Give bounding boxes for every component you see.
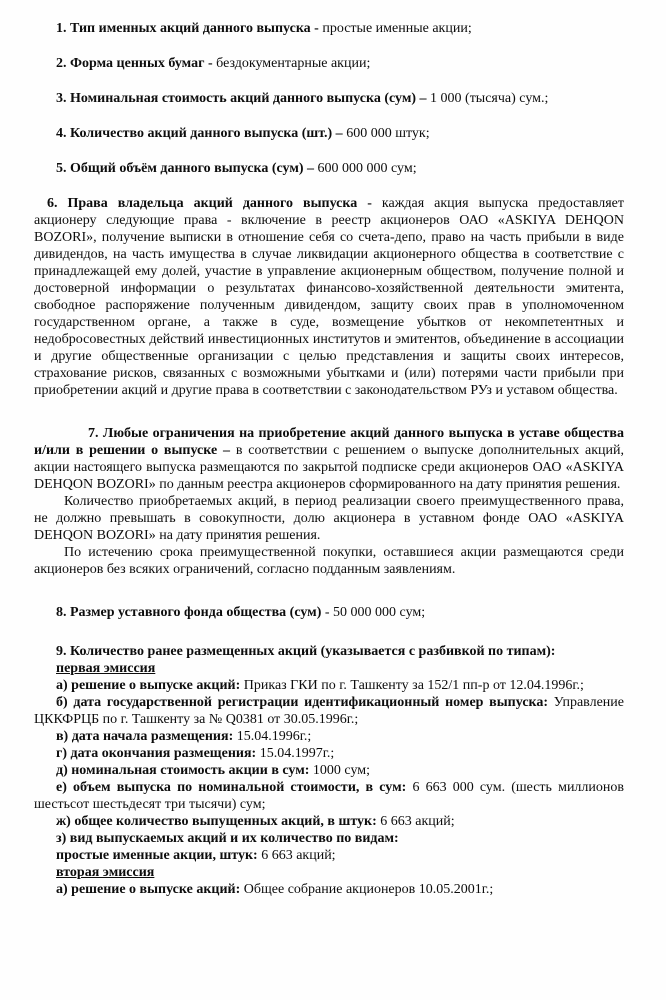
emission-1-item-zh-value: 6 663 акций;: [380, 814, 455, 829]
doc-item-2-label: 2. Форма ценных бумаг -: [56, 56, 213, 71]
emission-1-item-d-value: 1000 сум;: [312, 763, 371, 778]
emission-1-item-v-value: 15.04.1996г.;: [236, 729, 312, 744]
emission-2-item-a: [34, 881, 624, 898]
emission-1-item-g: [34, 745, 624, 762]
doc-item-7-para3: По истечению срока преимущественной покупки, оставшиеся акции размещаются среди акционеров без всяких ограничений, согласно подданным заявлениям.: [34, 545, 624, 577]
emission-1-item-a-value: Приказ ГКИ по г. Ташкенту за 152/1 пп-р от 12.04.1996г.;: [243, 678, 584, 693]
emission-1-item-b-label: б) дата государственной регистрации идентификационный номер выпуска:: [56, 695, 549, 710]
emission-1-item-z-label: з) вид выпускаемых акций и их количество по видам:: [56, 831, 399, 846]
doc-item-7: [34, 425, 624, 493]
emission-1-item-simple-shares-label: простые именные акции, штук:: [56, 848, 258, 863]
emission-2-item-a-value: Общее собрание акционеров 10.05.2001г.;: [243, 882, 494, 897]
doc-item-3-label: 3. Номинальная стоимость акций данного выпуска (сум) –: [56, 91, 427, 106]
emission-1-item-a: [34, 677, 624, 694]
emission-2-item-a-label: а) решение о выпуске акций:: [56, 882, 241, 897]
emission-1-item-b: [34, 694, 624, 728]
emission-1-item-a-label: а) решение о выпуске акций:: [56, 678, 241, 693]
doc-item-9-heading: 9. Количество ранее размещенных акций (указывается с разбивкой по типам):: [56, 644, 556, 659]
emission-1-item-b-value: Управление ЦККФРЦБ по г. Ташкенту за № Q0381 от 30.05.1996г.;: [34, 695, 625, 727]
doc-item-2: [34, 55, 624, 72]
emission-1-item-simple-shares: [34, 847, 624, 864]
emission-1-item-e-label: е) объем выпуска по номинальной стоимости, в сум:: [56, 780, 407, 795]
emission-1-item-z: [34, 830, 624, 847]
emission-1-item-v: [34, 728, 624, 745]
doc-item-8-label: 8. Размер уставного фонда общества (сум): [56, 605, 322, 620]
doc-item-8-value: - 50 000 000 сум;: [324, 605, 426, 620]
doc-item-5-label: 5. Общий объём данного выпуска (сум) –: [56, 161, 315, 176]
doc-item-6-label: 6. Права владельца акций данного выпуска -: [47, 196, 372, 211]
emission-1-item-d-label: д) номинальная стоимость акции в сум:: [56, 763, 310, 778]
doc-item-3-value: 1 000 (тысяча) сум.;: [430, 91, 549, 106]
emission-1-item-simple-shares-value: 6 663 акций;: [261, 848, 336, 863]
emission-1-item-v-label: в) дата начала размещения:: [56, 729, 234, 744]
doc-item-5-value: 600 000 000 сум;: [317, 161, 417, 176]
doc-item-7-para2: Количество приобретаемых акций, в период реализации своего преимущественного права, не должно превышать в совокупности, долю акционера в уставном фонде ОАО «ASKIYA DEHQON BOZORI» на дату принятия решения.: [34, 494, 624, 543]
doc-item-8: [34, 604, 624, 621]
doc-item-1-value: простые именные акции;: [322, 21, 472, 36]
emission-1-item-zh: [34, 813, 624, 830]
doc-item-4-value: 600 000 штук;: [346, 126, 430, 141]
doc-item-6: [34, 195, 624, 399]
emission-1-item-g-value: 15.04.1997г.;: [259, 746, 335, 761]
emission-1-item-g-label: г) дата окончания размещения:: [56, 746, 257, 761]
doc-item-4: [34, 125, 624, 142]
emission-2-title: вторая эмиссия: [56, 865, 155, 880]
emission-1-item-e-value: 6 663 000 сум. (шесть миллионов шестьсот шестьдесят три тысячи) сум;: [34, 780, 624, 812]
doc-item-1-label: 1. Тип именных акций данного выпуска -: [56, 21, 319, 36]
doc-item-7-value: в соответствии с решением о выпуске дополнительных акций, акции настоящего выпуска размещаются по закрытой подписке среди акционеров ОАО «ASKIYA DEHQON BOZORI» по данным реестра акционеров сформированного на дату принятия решения.: [34, 443, 625, 492]
doc-item-7-label: 7. Любые ограничения на приобретение акций данного выпуска в уставе общества и/или в решении о выпуске –: [34, 426, 624, 458]
doc-item-4-label: 4. Количество акций данного выпуска (шт.) –: [56, 126, 343, 141]
doc-item-6-value: каждая акция выпуска предоставляет акционеру следующие права - включение в реестр акционеров ОАО «ASKIYA DEHQON BOZORI», получение выписки в отношение себя со счета-депо, право на часть прибыли в виде дивидендов, на часть имущества в случае ликвидации акционерного общества в соответствие с принадлежащей ему долей, участие в управление акционерным обществом, получение полной и достоверной информации о результатах финансово-хозяйственной деятельности эмитента, свободное распоряжение полученным дивидендом, защиту своих прав в уполномоченном государственном органе, а также в суде, возмещение убытков от некомпетентных и недобросовестных действий инвестиционных институтов и эмитентов, объединение в ассоциации и другие общественные организации с целью представления и защиты своих интересов, страхование рисков, связанных с возможными убытками и (или) потерями части прибыли при приобретении акций и другие права в соответствии с законодательством РУз и уставом общества.: [34, 196, 624, 398]
doc-item-1: [34, 20, 624, 37]
emission-1-item-zh-label: ж) общее количество выпущенных акций, в штук:: [56, 814, 377, 829]
doc-item-2-value: бездокументарные акции;: [216, 56, 371, 71]
doc-item-3: [34, 90, 624, 107]
doc-item-5: [34, 160, 624, 177]
emission-1-item-e: [34, 779, 624, 813]
emission-1-item-d: [34, 762, 624, 779]
emission-1-title: первая эмиссия: [56, 661, 156, 676]
